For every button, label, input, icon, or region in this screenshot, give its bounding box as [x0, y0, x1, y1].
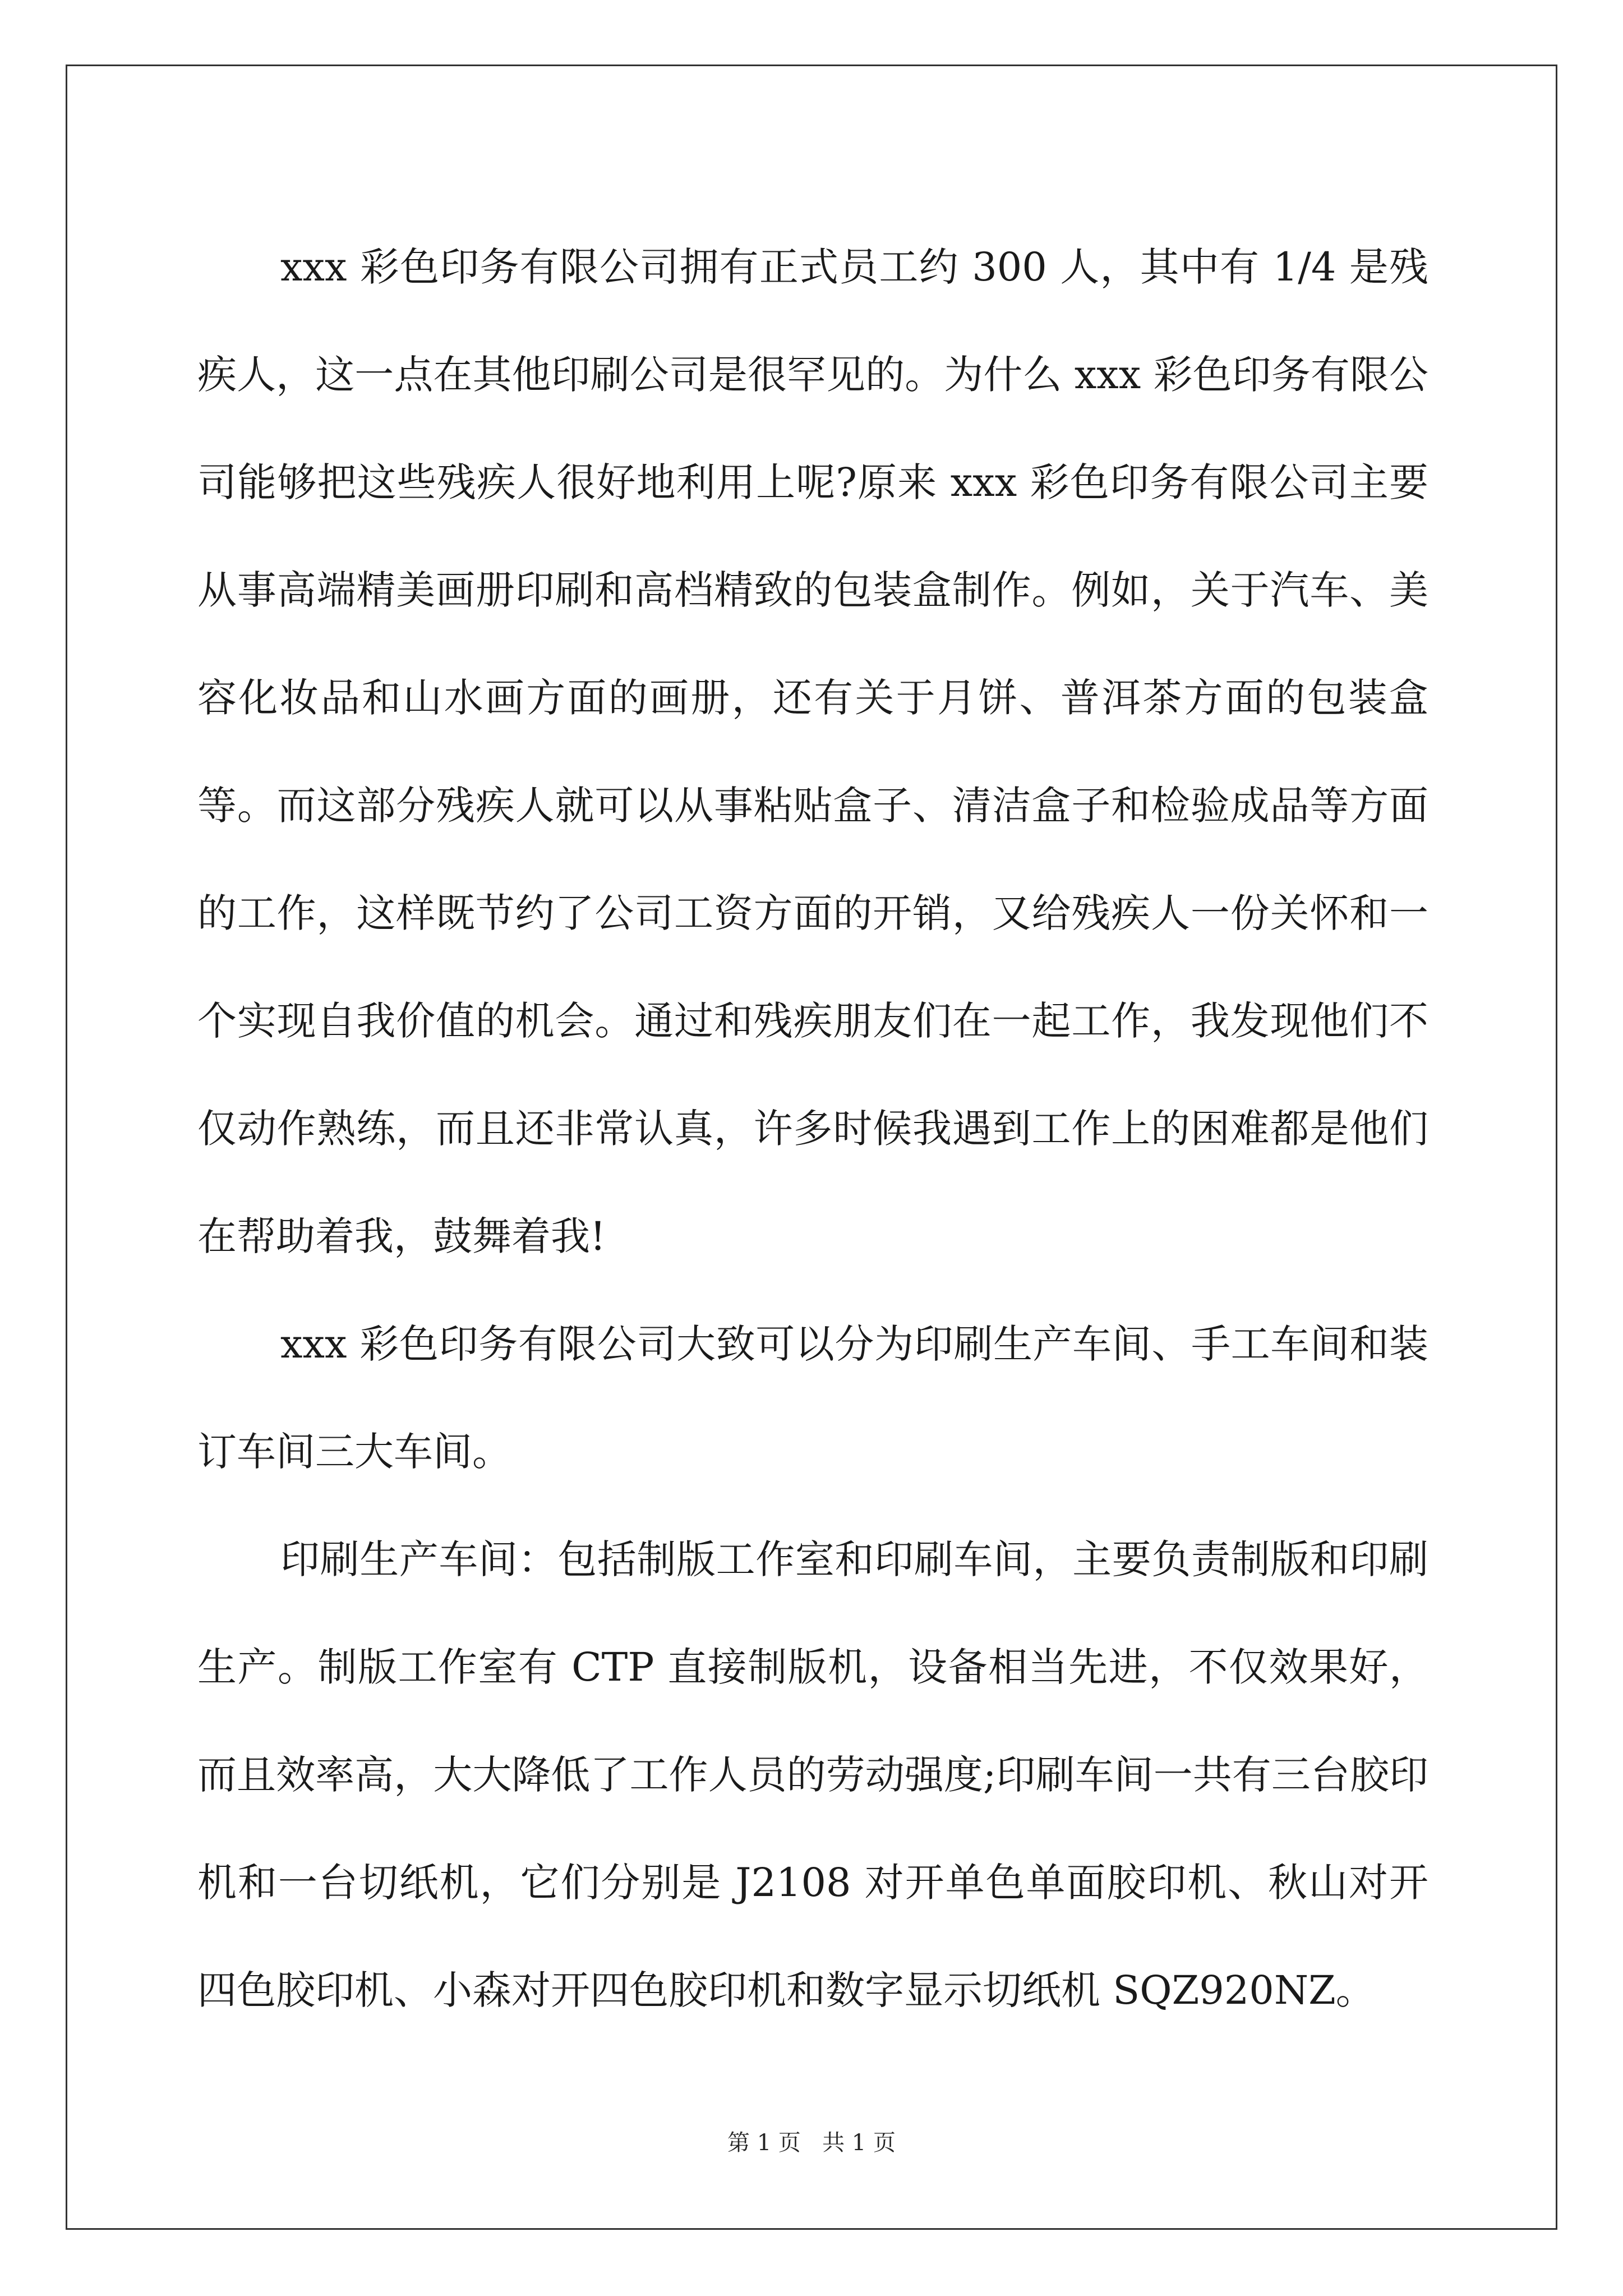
page-number: 第 1 页 [727, 2130, 801, 2156]
page-total: 共 1 页 [822, 2130, 896, 2156]
document-body [197, 213, 1428, 2044]
paragraph-3: 印刷生产车间：包括制版工作室和印刷车间，主要负责制版和印刷生产。制版工作室有 CTP 直接制版机，设备相当先进，不仅效果好，而且效率高，大大降低了工作人员的劳动强度;印刷车间一共有三台胶印机和一台切纸机，它们分别是 J2108 对开单色单面胶印机、秋山对开四色胶印机、小森对开四色胶印机和数字显示切纸机 SQZ920NZ。 [197, 1536, 1428, 2013]
paragraph-1: xxx 彩色印务有限公司拥有正式员工约 300 人，其中有 1/4 是残疾人，这一点在其他印刷公司是很罕见的。为什么 xxx 彩色印务有限公司能够把这些残疾人很好地利用上呢?原来 xxx 彩色印务有限公司主要从事高端精美画册印刷和高档精致的包装盒制作。例如，关于汽车、美容化妆品和山水画方面的画册，还有关于月饼、普洱茶方面的包装盒等。而这部分残疾人就可以从事粘贴盒子、清洁盒子和检验成品等方面的工作，这样既节约了公司工资方面的开销，又给残疾人一份关怀和一个实现自我价值的机会。通过和残疾朋友们在一起工作，我发现他们不仅动作熟练，而且还非常认真，许多时候我遇到工作上的困难都是他们在帮助着我，鼓舞着我! [197, 244, 1428, 1259]
paragraph-2: xxx 彩色印务有限公司大致可以分为印刷生产车间、手工车间和装订车间三大车间。 [197, 1321, 1428, 1475]
page-footer [0, 2129, 1623, 2157]
